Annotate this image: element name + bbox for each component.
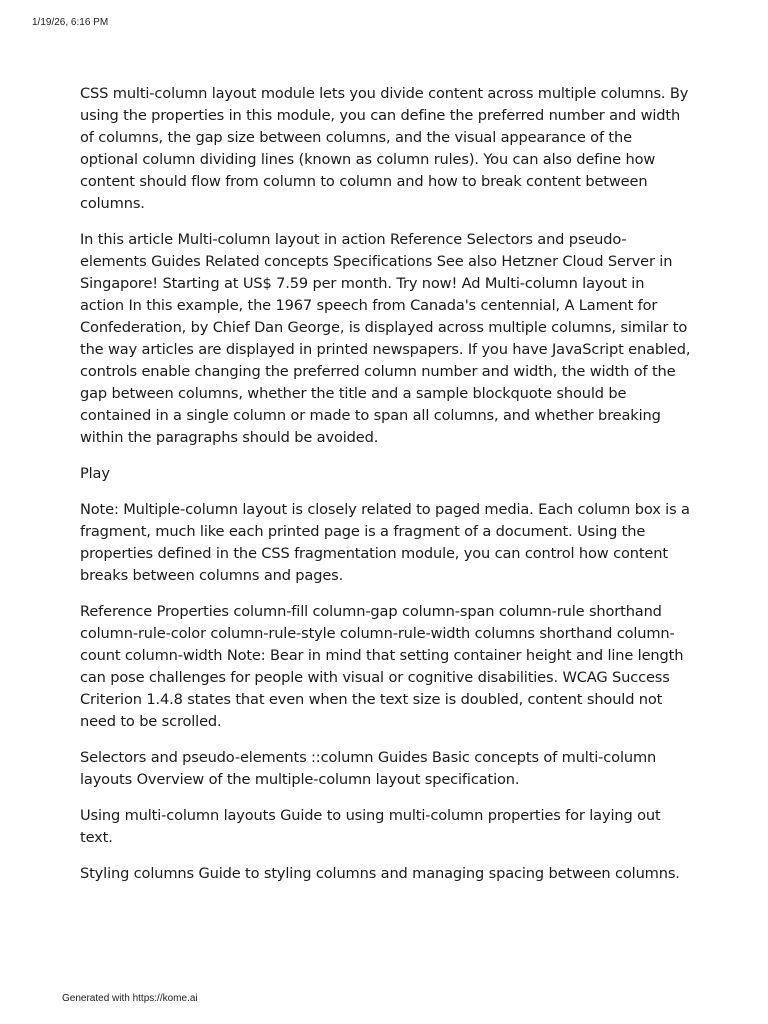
- article-body: [80, 83, 692, 899]
- guide-multicolumn-paragraph: Using multi-column layouts Guide to using multi-column properties for laying out text.: [80, 807, 661, 846]
- intro-paragraph: CSS multi-column layout module lets you divide content across multiple columns. By using the properties in this module, you can define the preferred number and width of columns, the gap size between columns, and the visual appearance of the optional column dividing lines (known as column rules). You can also define how content should flow from column to column and how to break content between columns.: [80, 85, 689, 212]
- play-label: Play: [80, 465, 110, 482]
- guide-styling-paragraph: Styling columns Guide to styling columns and managing spacing between columns.: [80, 865, 680, 882]
- reference-paragraph: Reference Properties column-fill column-gap column-span column-rule shorthand column-rule-color column-rule-style column-rule-width columns shorthand column-count column-width Note: Bear in mind that setting container height and line length can pose challenges for people with visual or cognitive disabilities. WCAG Success Criterion 1.4.8 states that even when the text size is doubled, content should not need to be scrolled.: [80, 603, 684, 730]
- print-timestamp: 1/19/26, 6:16 PM: [32, 17, 109, 28]
- note-paragraph: Note: Multiple-column layout is closely related to paged media. Each column box is a fragment, much like each printed page is a fragment of a document. Using the properties defined in the CSS fragmentation module, you can control how content breaks between columns and pages.: [80, 501, 690, 584]
- article-toc-paragraph: In this article Multi-column layout in action Reference Selectors and pseudo-elements Guides Related concepts Specifications See also Hetzner Cloud Server in Singapore! Starting at US$ 7.59 per month. Try now! Ad Multi-column layout in action In this example, the 1967 speech from Canada's centennial, A Lament for Confederation, by Chief Dan George, is displayed across multiple columns, similar to the way articles are displayed in printed newspapers. If you have JavaScript enabled, controls enable changing the preferred column number and width, the width of the gap between columns, whether the title and a sample blockquote should be contained in a single column or made to span all columns, and whether breaking within the paragraphs should be avoided.: [80, 231, 691, 446]
- selectors-paragraph: Selectors and pseudo-elements ::column Guides Basic concepts of multi-column layouts Overview of the multiple-column layout specification.: [80, 749, 657, 788]
- generated-with-footer: Generated with https://kome.ai: [62, 993, 198, 1004]
